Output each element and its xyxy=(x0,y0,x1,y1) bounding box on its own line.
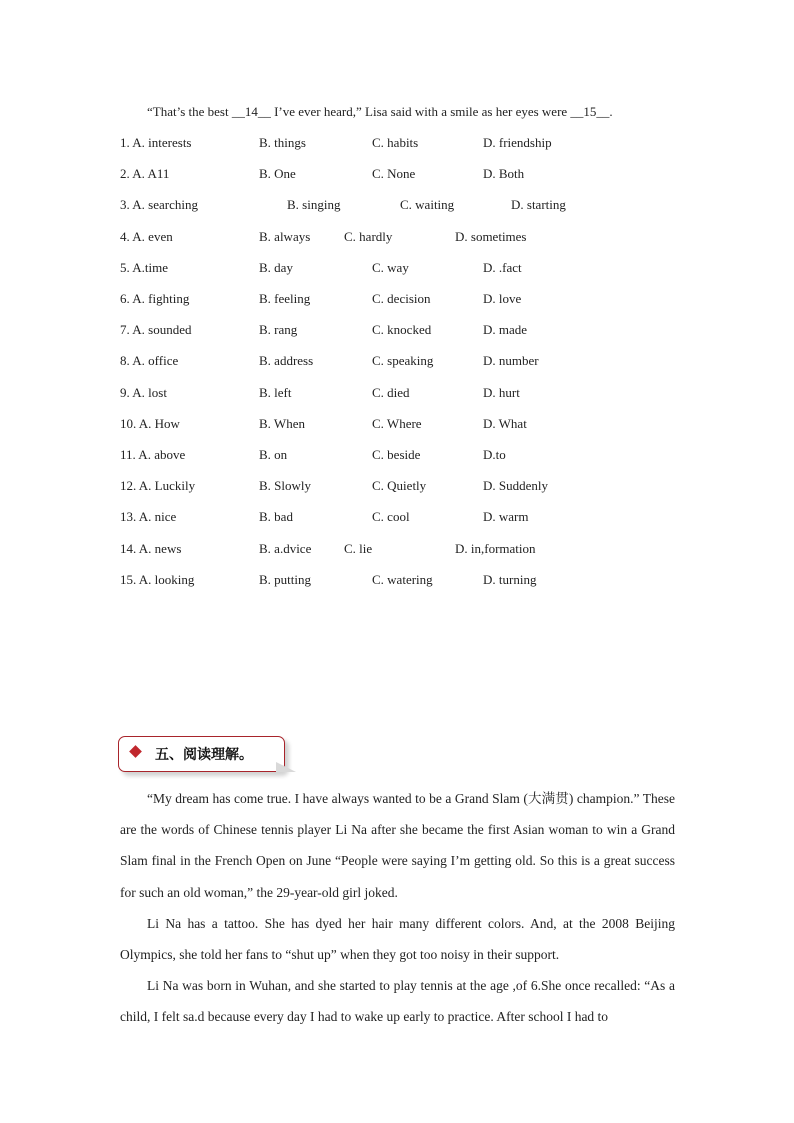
option-b: B. a.dvice xyxy=(259,540,312,556)
passage-paragraph: Li Na was born in Wuhan, and she started to play tennis at the age ,of 6.She once recalled: “As a child, I felt sa.d because every day I had to wake up early to practice. After school I had to xyxy=(120,978,675,1025)
option-c: C. habits xyxy=(372,135,419,150)
option-b: B. When xyxy=(259,415,305,431)
option-b: B. bad xyxy=(259,509,293,525)
option-d: D. warm xyxy=(483,509,529,525)
option-d: D. turning xyxy=(483,571,537,587)
option-a: 3. A. searching xyxy=(120,197,198,213)
section-header xyxy=(118,736,285,772)
section-header-shadow xyxy=(276,762,296,772)
option-b: B. singing xyxy=(287,197,341,213)
option-b: B. rang xyxy=(259,322,298,338)
reading-passage xyxy=(120,783,675,1033)
option-a: 6. A. fighting xyxy=(120,291,190,306)
option-c: C. Where xyxy=(372,415,422,431)
option-c: C. None xyxy=(372,166,416,182)
option-d: D. love xyxy=(483,291,522,306)
option-a: 10. A. How xyxy=(120,415,180,431)
option-c: C. Quietly xyxy=(372,478,427,494)
option-a: 2. A. A11 xyxy=(120,166,170,182)
option-a: 14. A. news xyxy=(120,540,182,556)
option-a: 15. A. looking xyxy=(120,571,195,587)
option-d: D. .fact xyxy=(483,259,522,275)
option-c: C. decision xyxy=(372,291,431,306)
option-c: C. knocked xyxy=(372,322,432,338)
option-c: C. died xyxy=(372,384,410,400)
option-d: D. What xyxy=(483,415,527,431)
option-a: 13. A. nice xyxy=(120,509,177,525)
passage-paragraph: “My dream has come true. I have always wanted to be a Grand Slam (大满贯) champion.” These are the words of Chinese tennis player Li Na after she became the first Asian woman to win a Grand Slam final in the French Open on June “People were saying I’m getting old. So this is a great success for such an old woman,” the 29-year-old girl joked. xyxy=(120,791,675,900)
option-a: 5. A.time xyxy=(120,259,169,275)
option-b: B. always xyxy=(259,228,311,244)
option-b: B. address xyxy=(259,353,314,369)
option-b: B. putting xyxy=(259,571,312,587)
option-a: 4. A. even xyxy=(120,228,173,244)
option-c: C. lie xyxy=(344,540,373,556)
option-d: D.to xyxy=(483,447,506,462)
option-c: C. watering xyxy=(372,571,433,587)
option-c: C. cool xyxy=(372,509,410,525)
option-d: D. number xyxy=(483,353,539,369)
option-d: D. friendship xyxy=(483,135,552,150)
option-b: B. left xyxy=(259,384,292,400)
option-a: 7. A. sounded xyxy=(120,322,192,338)
option-d: D. hurt xyxy=(483,384,520,400)
option-a: 11. A. above xyxy=(120,447,186,462)
option-b: B. feeling xyxy=(259,291,311,306)
option-a: 12. A. Luckily xyxy=(120,478,196,494)
option-c: C. way xyxy=(372,259,409,275)
option-b: B. on xyxy=(259,447,288,462)
option-b: B. Slowly xyxy=(259,478,312,494)
option-b: B. day xyxy=(259,259,293,275)
option-d: D. Both xyxy=(483,166,525,182)
option-c: C. beside xyxy=(372,447,421,462)
cloze-intro-line: “That’s the best __14__ I’ve ever heard,” Lisa said with a smile as her eyes were __15__. xyxy=(147,104,613,119)
option-a: 8. A. office xyxy=(120,353,179,369)
option-c: C. hardly xyxy=(344,228,393,244)
option-d: D. made xyxy=(483,322,528,338)
option-a: 1. A. interests xyxy=(120,135,192,150)
option-c: C. speaking xyxy=(372,353,434,369)
option-b: B. things xyxy=(259,135,306,150)
option-d: D. Suddenly xyxy=(483,478,548,494)
option-b: B. One xyxy=(259,166,296,182)
option-d: D. sometimes xyxy=(455,228,527,244)
option-d: D. in,formation xyxy=(455,540,536,556)
diamond-icon xyxy=(129,745,142,758)
option-a: 9. A. lost xyxy=(120,384,167,400)
passage-paragraph: Li Na has a tattoo. She has dyed her hair many different colors. And, at the 2008 Beijing Olympics, she told her fans to “shut up” when they got too noisy in their support. xyxy=(120,915,675,963)
option-c: C. waiting xyxy=(400,197,455,213)
option-d: D. starting xyxy=(511,197,566,213)
section-title: 五、阅读理解。 xyxy=(155,747,253,763)
